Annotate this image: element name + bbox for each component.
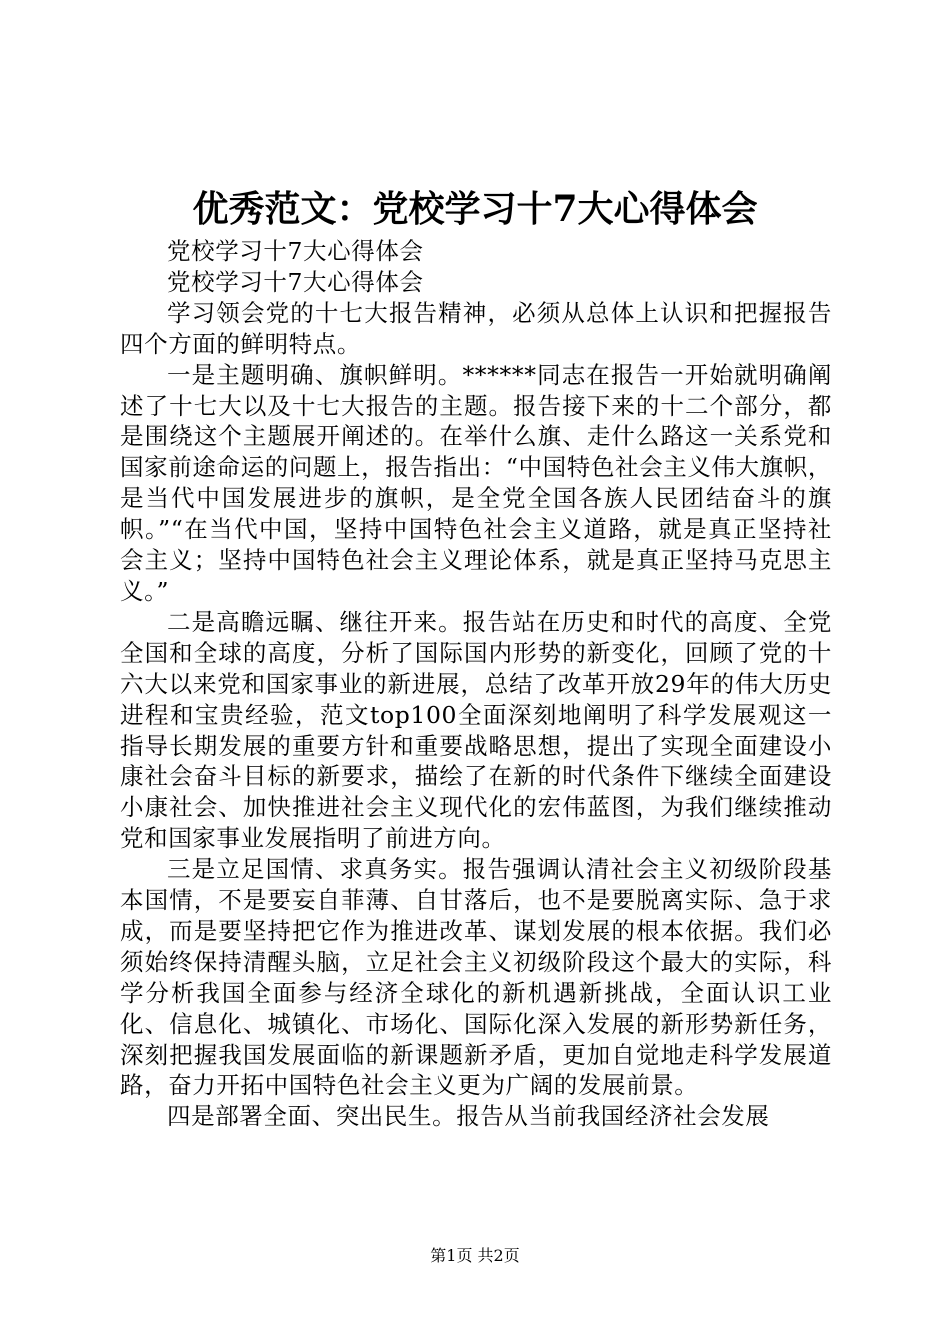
paragraph-intro: 学习领会党的十七大报告精神，必须从总体上认识和把握报告四个方面的鲜明特点。: [120, 298, 832, 358]
paragraph-subtitle-1: 党校学习十7大心得体会: [167, 237, 424, 265]
paragraph-point-2: 二是高瞻远瞩、继往开来。报告站在历史和时代的高度、全党全国和全球的高度，分析了国际国内形势的新变化，回顾了党的十六大以来党和国家事业的新进展，总结了改革开放29年的伟大历史进程和宝贵经验，范文top100全面深刻地阐明了科学发展观这一指导长期发展的重要方针和重要战略思想，提出了实现全面建设小康社会奋斗目标的新要求，描绘了在新的时代条件下继续全面建设小康社会、加快推进社会主义现代化的宏伟蓝图，为我们继续推动党和国家事业发展指明了前进方向。: [120, 607, 832, 853]
page-number-footer: 第1页 共2页: [430, 1246, 520, 1265]
document-title: 优秀范文：党校学习十7大心得体会: [192, 188, 758, 230]
document-body: [120, 236, 832, 1132]
paragraph-point-1: 一是主题明确、旗帜鲜明。******同志在报告一开始就明确阐述了十七大以及十七大报告的主题。报告接下来的十二个部分，都是围绕这个主题展开阐述的。在举什么旗、走什么路这一关系党和国家前途命运的问题上，报告指出：“中国特色社会主义伟大旗帜，是当代中国发展进步的旗帜，是全党全国各族人民团结奋斗的旗帜。”“在当代中国，坚持中国特色社会主义道路，就是真正坚持社会主义；坚持中国特色社会主义理论体系，就是真正坚持马克思主义。”: [120, 360, 832, 605]
paragraph-point-4: 四是部署全面、突出民生。报告从当前我国经济社会发展: [167, 1102, 770, 1131]
paragraph-subtitle-2: 党校学习十7大心得体会: [167, 267, 424, 296]
paragraph-point-3: 三是立足国情、求真务实。报告强调认清社会主义初级阶段基本国情，不是要妄自菲薄、自甘落后，也不是要脱离实际、急于求成，而是要坚持把它作为推进改革、谋划发展的根本依据。我们必须始终保持清醒头脑，立足社会主义初级阶段这个最大的实际，科学分析我国全面参与经济全球化的新机遇新挑战，全面认识工业化、信息化、城镇化、市场化、国际化深入发展的新形势新任务，深刻把握我国发展面临的新课题新矛盾，更加自觉地走科学发展道路，奋力开拓中国特色社会主义更为广阔的发展前景。: [120, 855, 832, 1100]
